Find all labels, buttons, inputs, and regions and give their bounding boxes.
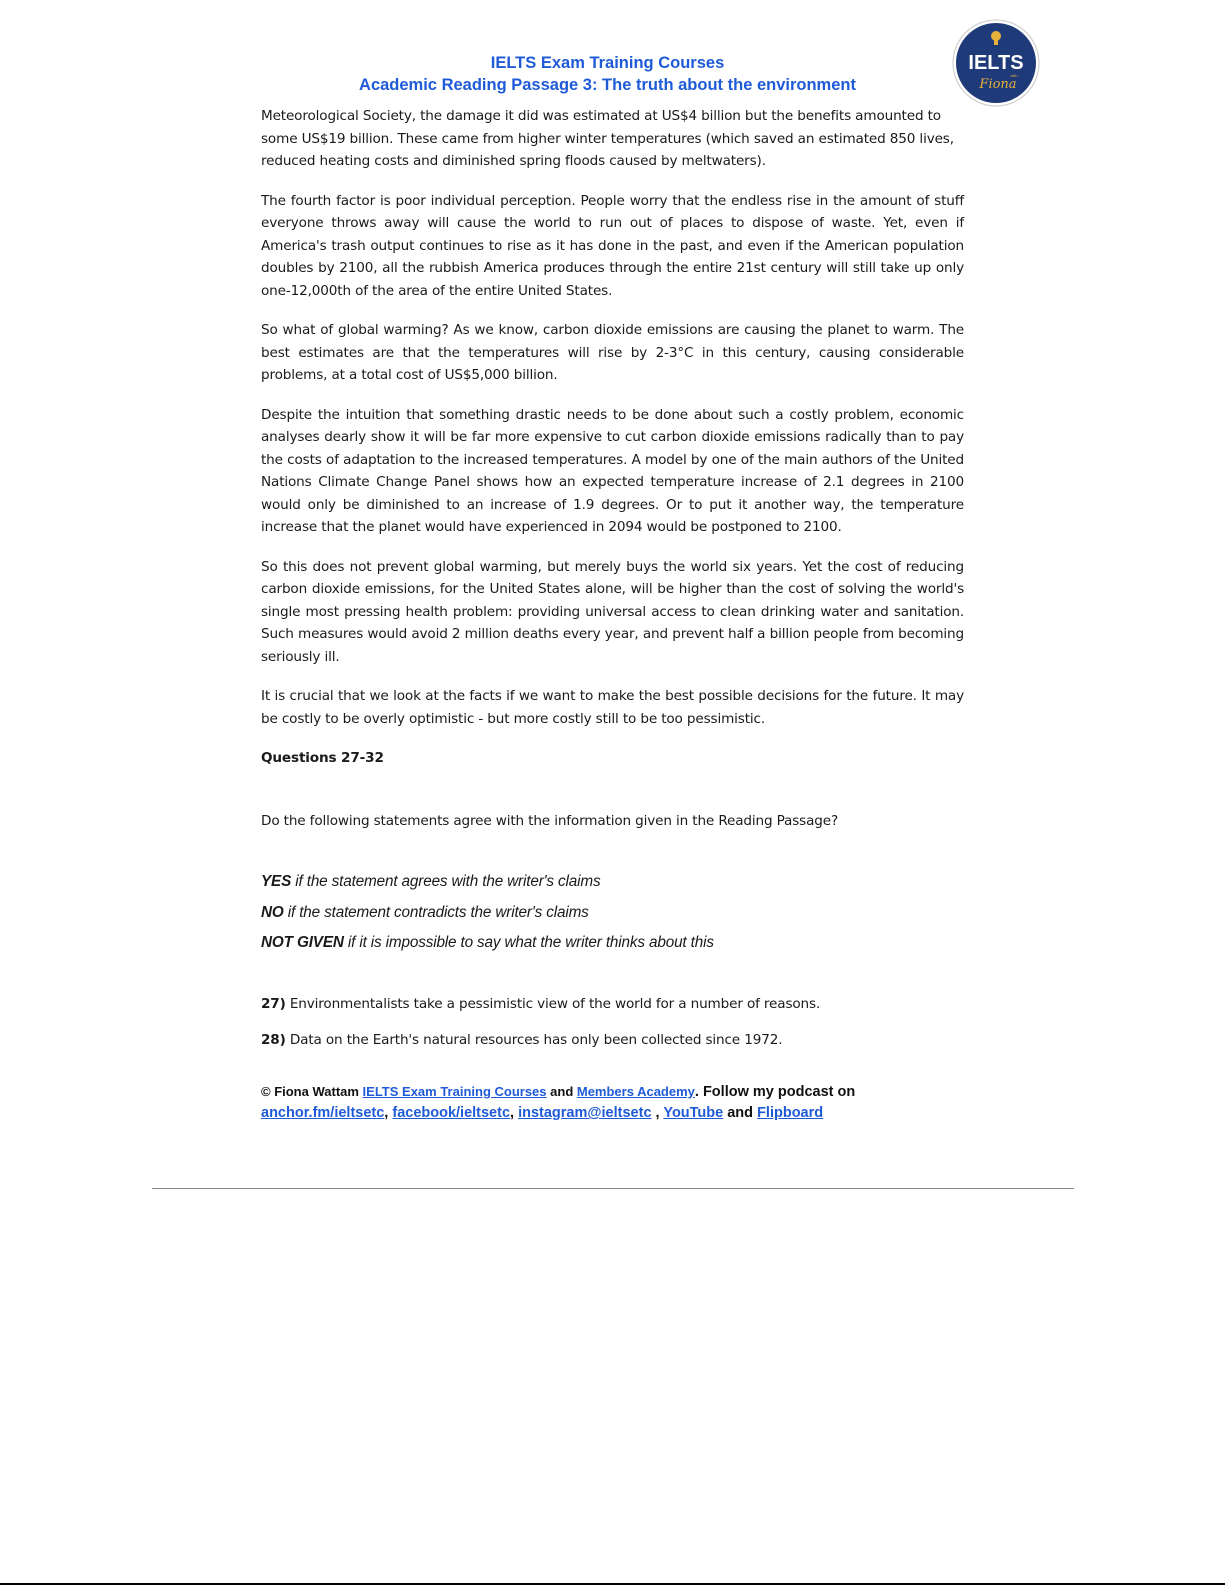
footer-and: and [723,1105,758,1121]
legend-key: NOT GIVEN [261,934,344,951]
passage-paragraph-5: So this does not prevent global warming, but merely buys the world six years. Yet the cost of reducing carbon dioxide emissions, for the United States alone, will be higher than the cost of solving the world's single most pressing health problem: providing universal access to clean drinking water and sanitation. Such measures would avoid 2 million deaths every year, and prevent half a billion people from becoming seriously ill. [261,558,964,665]
passage-paragraph-1: Meteorological Society, the damage it did was estimated at US$4 billion but the benefits amounted to some US$19 billion. These came from higher winter temperatures (which saved an estimated 850 lives, reduced heating costs and diminished spring floods caused by meltwaters). [261,108,954,169]
link-instagram[interactable]: instagram@ieltsetc [518,1105,652,1121]
passage-body [261,105,964,1064]
legend-text: if the statement contradicts the writer's claims [283,903,589,921]
footer-line-1 [261,1081,961,1103]
question-number: 28) [261,1031,286,1048]
passage-paragraph-2: The fourth factor is poor individual perception. People worry that the endless rise in the amount of stuff everyone throws away will cause the world to run out of places to dispose of waste. Yet, even if America's trash output continues to rise as it has done in the past, and even if the American population doubles by 2100, all the rubbish America produces through the entire 21st century will still take up only one-12,000th of the area of the entire United States. [261,192,964,299]
answer-legend [261,872,964,953]
link-members-academy[interactable]: Members Academy [576,1084,695,1099]
questions-instruction: Do the following statements agree with the information given in the Reading Passage? [261,812,839,829]
question-text: Environmentalists take a pessimistic view of the world for a number of reasons. [285,996,821,1012]
legend-key: NO [261,903,284,921]
logo-script: Fiona [979,77,1017,92]
page-header [0,52,1225,96]
passage-paragraph-6: It is crucial that we look at the facts if we want to make the best possible decisions for the future. It may be costly to be overly optimistic - but more costly still to be too pessimistic. [261,688,964,727]
passage-paragraph-3: So what of global warming? As we know, carbon dioxide emissions are causing the planet to warm. The best estimates are that the temperatures will rise by 2-3°C in this century, causing considerable problems, at a total cost of US$5,000 billion. [261,322,964,383]
footer-and: and [546,1084,577,1099]
footer-follow-text: . Follow my podcast on [694,1084,856,1100]
page-divider [152,1188,1074,1189]
question-28 [261,1029,964,1052]
copyright-footer [261,1081,961,1124]
link-flipboard[interactable]: Flipboard [757,1105,824,1121]
legend-not-given [261,933,964,953]
question-number: 27) [261,996,286,1012]
legend-text: if it is impossible to say what the writer thinks about this [343,934,714,951]
questions-heading: Questions 27-32 [261,750,384,766]
question-27 [261,993,964,1016]
legend-text: if the statement agrees with the writer's claims [291,873,601,890]
footer-comma: , [510,1105,519,1121]
link-anchor-fm[interactable]: anchor.fm/ieltsetc [261,1105,385,1121]
header-course-title: IELTS Exam Training Courses [490,54,725,72]
link-youtube[interactable]: YouTube [663,1105,724,1121]
logo-tag: with [1010,73,1018,78]
ielts-logo [952,19,1040,107]
legend-key: YES [261,873,292,890]
logo-text: IELTS [968,52,1024,74]
passage-paragraph-4: Despite the intuition that something drastic needs to be done about such a costly problem, economic analyses dearly show it will be far more expensive to cut carbon dioxide emissions radically than to pay the costs of adaptation to the increased temperatures. A model by one of the main authors of the United Nations Climate Change Panel shows how an expected temperature increase of 2.1 degrees in 2100 would only be diminished to an increase of 1.9 degrees. Or to put it another way, the temperature increase that the planet would have experienced in 2094 would be postponed to 2100. [261,406,964,535]
footer-comma: , [384,1105,393,1121]
legend-yes [261,872,964,892]
footer-comma: , [651,1105,664,1121]
header-passage-title: Academic Reading Passage 3: The truth about the environment [359,76,856,94]
link-ielts-exam-training-courses[interactable]: IELTS Exam Training Courses [362,1084,547,1099]
copyright-text: © Fiona Wattam [261,1084,363,1099]
question-text: Data on the Earth's natural resources has only been collected since 1972. [285,1031,783,1048]
footer-line-2 [261,1103,961,1124]
link-facebook[interactable]: facebook/ieltsetc [392,1105,511,1121]
legend-no [261,903,964,923]
